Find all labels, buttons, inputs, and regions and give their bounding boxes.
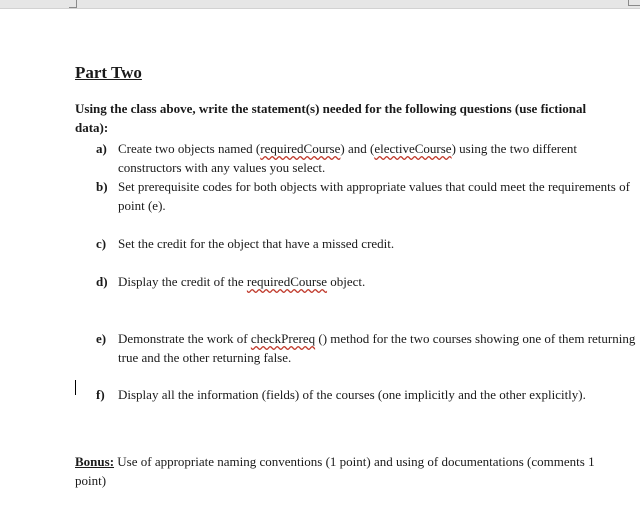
spellcheck-word[interactable]: requiredCourse xyxy=(246,274,328,289)
question-label: b) xyxy=(96,179,108,194)
bonus-label: Bonus: xyxy=(75,454,115,469)
question-item-a xyxy=(96,139,636,177)
ruler-bar xyxy=(0,0,640,9)
question-label: f) xyxy=(96,387,105,402)
text-cursor xyxy=(75,380,76,395)
bonus-text: Use of appropriate naming conventions (1 point) and using of documentations (comments 1 point) xyxy=(75,454,595,488)
page-corner-marker-left xyxy=(69,0,77,8)
question-item-e xyxy=(96,329,636,367)
text-segment: Demonstrate the work of xyxy=(118,331,251,346)
text-segment: Display all the information (fields) of the courses (one implicitly and the other explicitly). xyxy=(118,387,586,402)
page-corner-marker-right xyxy=(628,0,640,6)
question-item-f xyxy=(96,385,636,404)
section-title: Part Two xyxy=(75,63,142,82)
text-segment: Display the credit of the xyxy=(118,274,247,289)
text-segment: () method for the two courses showing one of them returning true and the other returning false. xyxy=(118,331,636,365)
question-label: a) xyxy=(96,141,107,156)
instructions-paragraph: Using the class above, write the statement(s) needed for the following questions (use fictional data): xyxy=(75,101,587,135)
spellcheck-word[interactable]: electiveCourse xyxy=(374,141,452,156)
question-text xyxy=(118,234,636,253)
question-text xyxy=(118,329,636,367)
question-text xyxy=(118,177,636,215)
question-label: e) xyxy=(96,331,107,346)
text-segment: Create two objects named ( xyxy=(118,141,261,156)
question-item-b xyxy=(96,177,636,215)
question-text xyxy=(118,272,636,291)
text-segment: object. xyxy=(327,274,366,289)
text-segment: ) using the two different constructors with any values you select. xyxy=(118,141,577,175)
question-label: c) xyxy=(96,236,107,251)
question-item-d xyxy=(96,272,636,291)
question-item-c xyxy=(96,234,636,253)
spellcheck-word[interactable]: requiredCourse xyxy=(260,141,341,156)
question-label: d) xyxy=(96,274,108,289)
question-text xyxy=(118,385,636,404)
spellcheck-word[interactable]: checkPrereq xyxy=(250,331,316,346)
text-segment: ) and ( xyxy=(340,141,375,156)
text-segment: Set the credit for the object that have a missed credit. xyxy=(118,236,395,251)
document-page[interactable] xyxy=(0,9,640,512)
text-segment: Set prerequisite codes for both objects with appropriate values that could meet the requirements of point (e). xyxy=(118,179,630,213)
bonus-paragraph xyxy=(75,452,595,490)
question-text xyxy=(118,139,636,177)
